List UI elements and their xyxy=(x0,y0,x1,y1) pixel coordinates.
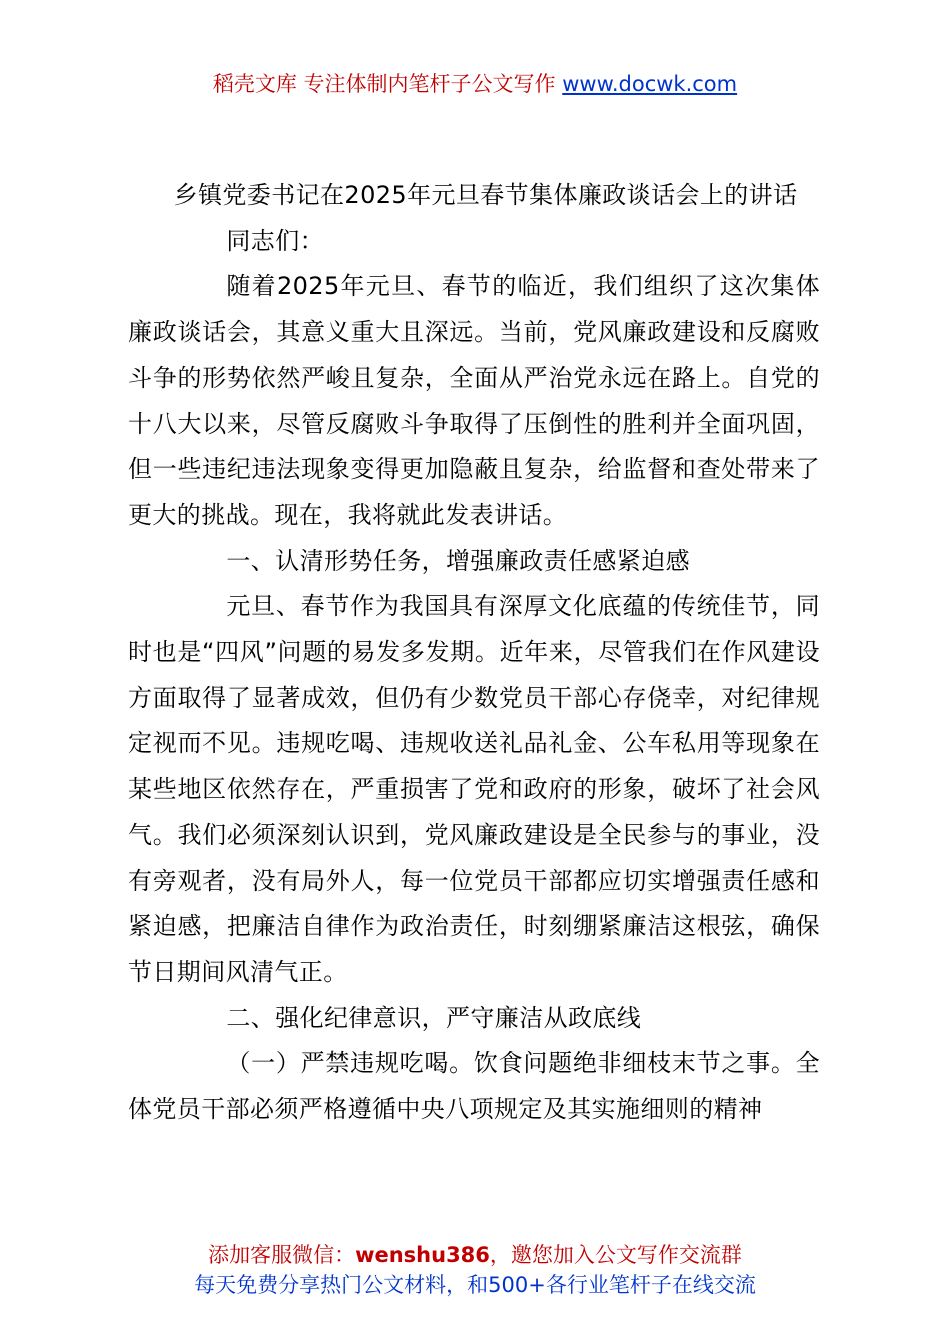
footer-contact-line xyxy=(0,1240,950,1270)
footer-contact-prefix: 添加客服微信： xyxy=(208,1243,356,1267)
section-heading-2: 二、强化纪律意识，严守廉洁从政底线 xyxy=(226,1003,642,1032)
footer-contact-suffix: ，邀您加入公文写作交流群 xyxy=(489,1243,742,1267)
footer-promo-line: 每天免费分享热门公文材料，和500+各行业笔杆子在线交流 xyxy=(194,1273,756,1297)
paragraph-intro: 随着2025年元旦、春节的临近，我们组织了这次集体廉政谈话会，其意义重大且深远。当前，党风廉政建设和反腐败斗争的形势依然严峻且复杂，全面从严治党永远在路上。自党的十八大以来，尽管反腐败斗争取得了压倒性的胜利并全面巩固，但一些违纪违法现象变得更加隐蔽且复杂，给监督和查处带来了更大的挑战。现在，我将就此发表讲话。 xyxy=(128,272,820,529)
section-heading-1: 一、认清形势任务，增强廉政责任感紧迫感 xyxy=(226,546,690,575)
paragraph-section-1: 元旦、春节作为我国具有深厚文化底蕴的传统佳节，同时也是“四风”问题的易发多发期。近年来，尽管我们在作风建设方面取得了显著成效，但仍有少数党员干部心存侥幸，对纪律规定视而不见。违规吃喝、违规收送礼品礼金、公车私用等现象在某些地区依然存在，严重损害了党和政府的形象，破坏了社会风气。我们必须深刻认识到，党风廉政建设是全民参与的事业，没有旁观者，没有局外人，每一位党员干部都应切实增强责任感和紧迫感，把廉洁自律作为政治责任，时刻绷紧廉洁这根弦，确保节日期间风清气正。 xyxy=(128,592,820,986)
paragraph-subsection-1: （一）严禁违规吃喝。饮食问题绝非细枝末节之事。全体党员干部必须严格遵循中央八项规定及其实施细则的精神 xyxy=(128,1049,820,1124)
page-header xyxy=(0,70,950,98)
brand-slogan: 稻壳文库 专注体制内笔杆子公文写作 xyxy=(212,72,556,96)
page-footer xyxy=(0,1240,950,1300)
speech-title: 乡镇党委书记在2025年元旦春节集体廉政谈话会上的讲话 xyxy=(173,181,798,209)
salutation: 同志们： xyxy=(226,226,324,255)
document-body xyxy=(128,173,820,1133)
wechat-id: wenshu386 xyxy=(355,1243,490,1267)
site-url-link[interactable]: www.docwk.com xyxy=(562,72,738,96)
